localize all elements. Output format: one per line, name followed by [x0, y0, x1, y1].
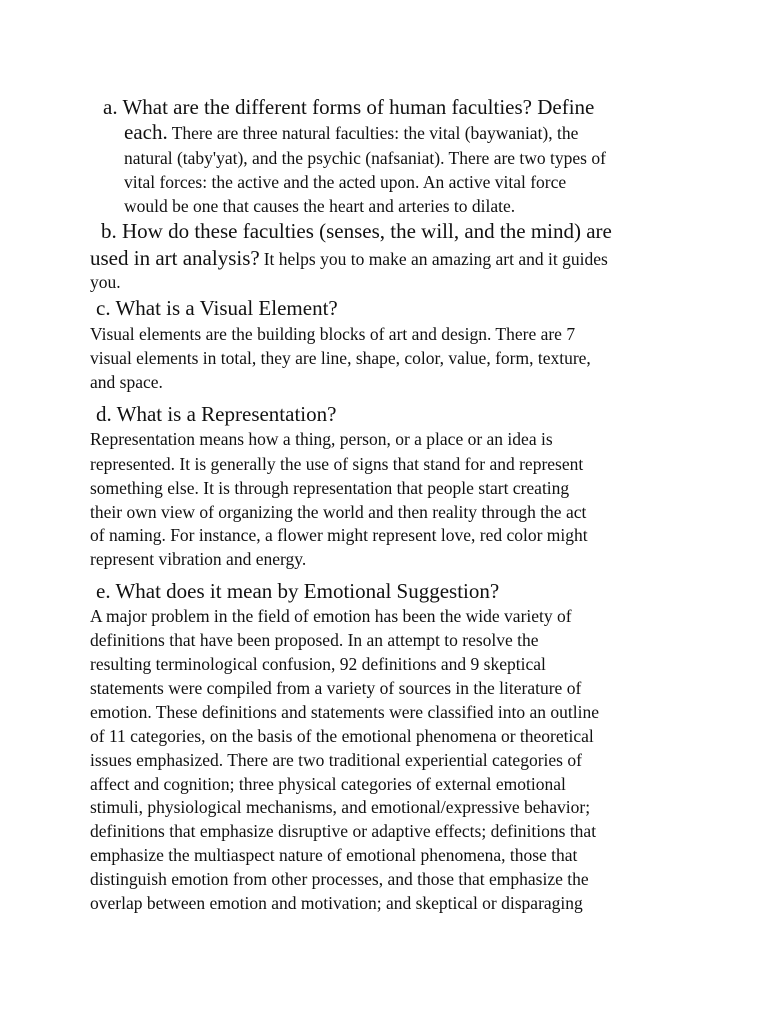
answer-b-line-2: you.: [90, 272, 121, 292]
answer-e-line-12: distinguish emotion from other processes, and those that emphasize the: [90, 869, 589, 889]
answer-a-line-3: vital forces: the active and the acted upon. An active vital force: [124, 172, 567, 192]
answer-e-line-3: resulting terminological confusion, 92 definitions and 9 skeptical: [90, 654, 546, 674]
answer-d-line-4: their own view of organizing the world and then reality through the act: [90, 502, 587, 522]
question-b-line-2-row: [90, 248, 608, 269]
answer-e-line-8: affect and cognition; three physical categories of external emotional: [90, 774, 566, 794]
answer-e-line-1: A major problem in the field of emotion has been the wide variety of: [90, 606, 572, 626]
question-b-line-1: b. How do these faculties (senses, the will, and the mind) are: [101, 219, 612, 243]
answer-e-line-11: emphasize the multiaspect nature of emotional phenomena, those that: [90, 845, 578, 865]
answer-d-line-5: of naming. For instance, a flower might represent love, red color might: [90, 525, 588, 545]
answer-d-line-6: represent vibration and energy.: [90, 549, 307, 569]
answer-d-line-3: something else. It is through representation that people start creating: [90, 478, 570, 498]
answer-e-line-5: emotion. These definitions and statements were classified into an outline: [90, 702, 599, 722]
answer-a-line-4: would be one that causes the heart and arteries to dilate.: [124, 196, 516, 216]
question-d: d. What is a Representation?: [96, 402, 337, 426]
answer-e-line-9: stimuli, physiological mechanisms, and emotional/expressive behavior;: [90, 797, 591, 817]
question-e: e. What does it mean by Emotional Suggestion?: [96, 579, 500, 603]
answer-e-line-4: statements were compiled from a variety of sources in the literature of: [90, 678, 582, 698]
answer-d-line-2: represented. It is generally the use of signs that stand for and represent: [90, 454, 584, 474]
answer-c-line-3: and space.: [90, 372, 163, 392]
question-b-line-2: used in art analysis?: [90, 246, 260, 270]
question-c: c. What is a Visual Element?: [96, 296, 338, 320]
answer-c-line-2: visual elements in total, they are line, shape, color, value, form, texture,: [90, 348, 591, 368]
question-a-line-1: a. What are the different forms of human faculties? Define: [103, 95, 595, 119]
answer-e-line-2: definitions that have been proposed. In an attempt to resolve the: [90, 630, 539, 650]
answer-c-line-1: Visual elements are the building blocks of art and design. There are 7: [90, 324, 576, 344]
answer-e-line-7: issues emphasized. There are two traditional experiential categories of: [90, 750, 582, 770]
question-a-line-2-row: [124, 122, 578, 143]
answer-b-inline: It helps you to make an amazing art and it guides: [263, 249, 608, 269]
answer-e-line-13: overlap between emotion and motivation; and skeptical or disparaging: [90, 893, 583, 913]
answer-e-line-10: definitions that emphasize disruptive or adaptive effects; definitions that: [90, 821, 597, 841]
answer-e-line-6: of 11 categories, on the basis of the emotional phenomena or theoretical: [90, 726, 594, 746]
answer-a-line-1: There are three natural faculties: the vital (baywaniat), the: [171, 123, 579, 143]
answer-a-line-2: natural (taby'yat), and the psychic (nafsaniat). There are two types of: [124, 148, 606, 168]
question-a-line-2: each.: [124, 120, 168, 144]
answer-d-line-1: Representation means how a thing, person, or a place or an idea is: [90, 429, 553, 449]
